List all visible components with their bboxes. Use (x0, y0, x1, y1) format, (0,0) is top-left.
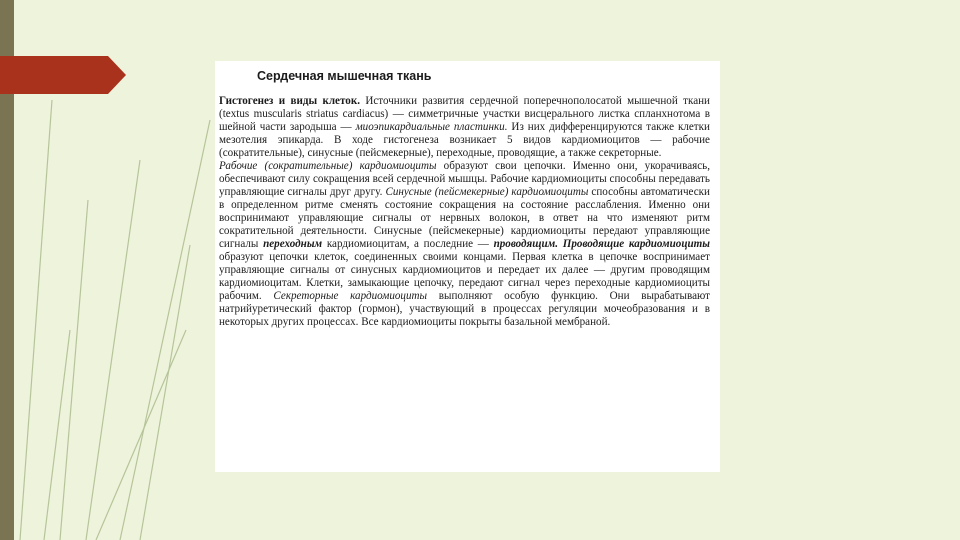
text-span: способны автоматически в определенном ритме сменять состояние сокращения на состояние расслабления. Именно они воспринимают управляющие сигналы от нервных волокон, в ответ на что изменяют ритм сократительной деятельности. Синусные (пейсмекерные) кардиомиоциты передают управляющие сигналы (219, 186, 710, 250)
deco-line-7 (96, 330, 186, 540)
text-span: образуют цепочки клеток, соединенных своими концами. Первая клетка в цепочке воспринимает управляющие сигналы от синусных кардиомиоцитов и передает их далее — другим проводящим кардиомиоцитам. Клетки, замыкающие цепочку, передают сигнал через переходные кардиомиоциты рабочим. (219, 251, 710, 302)
text-span: кардиомиоцитам, а последние — (322, 238, 494, 250)
document-body (219, 95, 710, 329)
paragraph-histogenesis (219, 95, 710, 160)
document-scan (215, 61, 720, 472)
deco-line-3 (86, 160, 140, 540)
deco-line-2 (60, 200, 88, 540)
lead-bold: Гистогенез и виды клеток. (219, 95, 360, 107)
red-arrow-tab (0, 56, 126, 94)
italic-term: переходным (263, 238, 323, 250)
document-title: Сердечная мышечная ткань (257, 69, 432, 83)
text-span: образуют свои цепочки. Именно они, укорачиваясь, обеспечивают силу сокращения всей сердечной мышцы. Рабочие кардиомиоциты способны передавать управляющие сигналы друг другу. (219, 160, 710, 198)
deco-line-1 (20, 100, 52, 540)
text-span: Из них дифференцируются также клетки мезотелия эпикарда. В ходе гистогенеза возникает 5 видов кардиомиоцитов — рабочие (сократительные), синусные (пейсмекерные), переходные, проводящие, а также секреторные. (219, 121, 710, 159)
deco-line-6 (44, 330, 70, 540)
paragraph-cardiomyocytes (219, 160, 710, 329)
deco-line-4 (120, 120, 210, 540)
text-span: выполняют особую функцию. Они вырабатывают натрийуретический фактор (гормон), участвующий в процессах регуляции мочеобразования и в некоторых других процессах. Все кардиомиоциты покрыты базальной мембраной. (219, 290, 710, 328)
italic-term: миоэпикардиальные пластинки. (355, 121, 508, 133)
deco-line-5 (140, 245, 190, 540)
text-span: Источники развития сердечной поперечнополосатой мышечной ткани (textus muscularis striatus cardiacus) — симметричные участки висцерального листка спланхнотома в шейной части зародыша — (219, 95, 710, 133)
italic-term: проводящим. Проводящие кардиомиоциты (493, 238, 710, 250)
italic-term: Рабочие (сократительные) кардиомиоциты (219, 160, 437, 172)
italic-term: Секреторные кардиомиоциты (273, 290, 428, 302)
italic-term: Синусные (пейсмекерные) кардиомиоциты (385, 186, 589, 198)
